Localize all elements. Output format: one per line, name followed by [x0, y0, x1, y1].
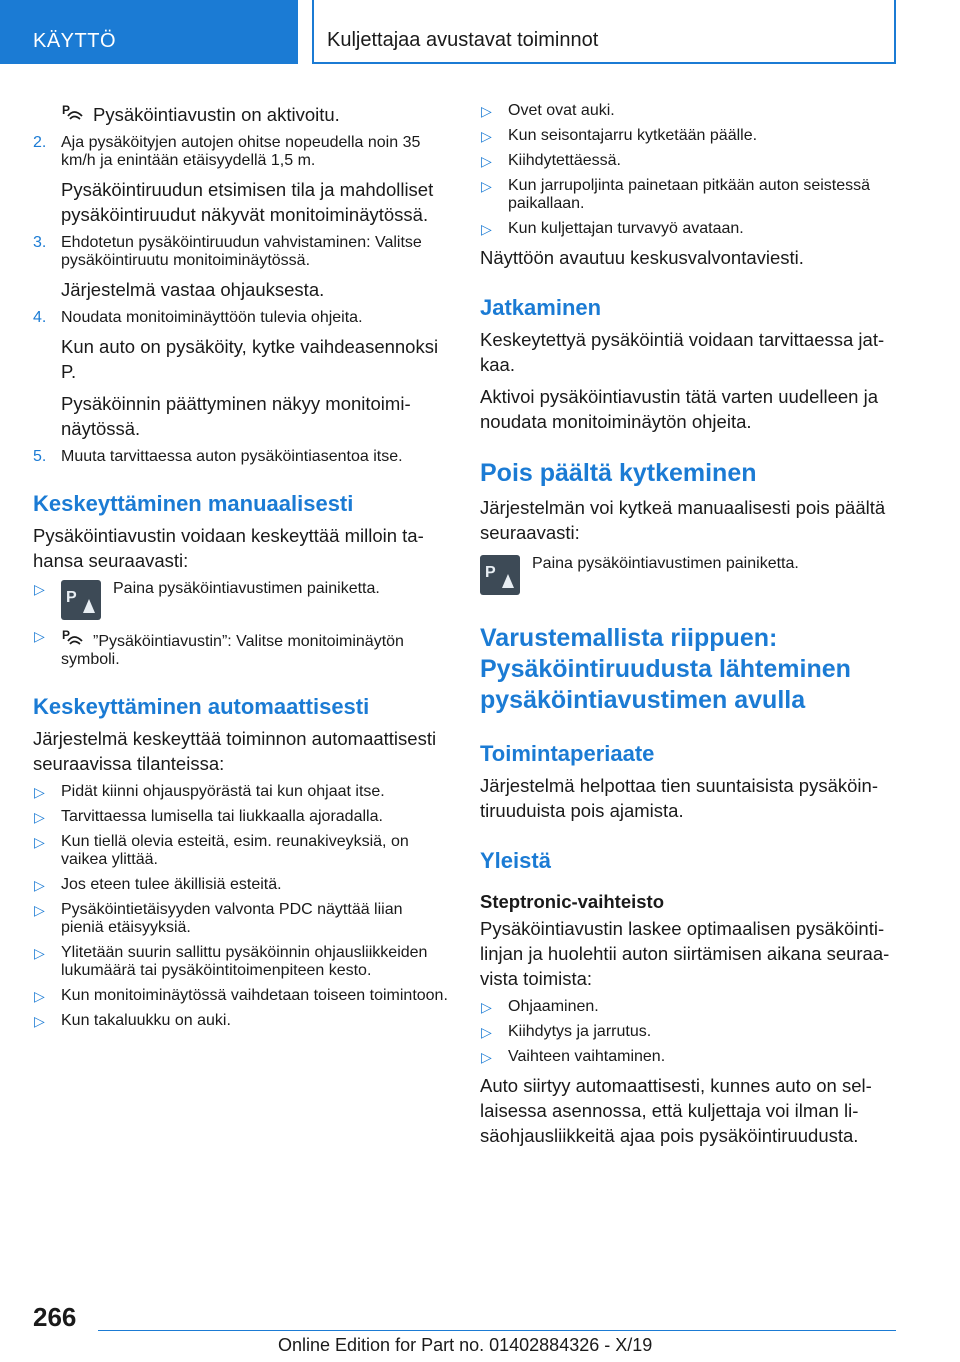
- status-line: [33, 102, 448, 127]
- list-item: [33, 1012, 448, 1030]
- list-item: [33, 876, 448, 894]
- step-detail: Pysäköinnin päättyminen näkyy monitoiminäytössä.: [61, 393, 411, 439]
- parking-assistant-symbol-icon: [61, 102, 85, 124]
- auto-intro: Järjestelmä keskeyttää toiminnon automaattisesti seuraavissa tilanteissa:: [33, 728, 437, 774]
- manual-button-text: Paina pysäköintiavustimen painiketta.: [113, 580, 380, 597]
- continue-p2: Aktivoi pysäköintiavustin tätä varten uudelleen ja noudata monitoiminäytön ohjeita.: [480, 386, 878, 432]
- step-detail: Kun auto on pysäköity, kytke vaihdeasennoksi P.: [61, 336, 439, 382]
- step-item: [33, 134, 448, 170]
- step-item: [33, 448, 448, 466]
- triangle-right-icon: ▷: [34, 834, 45, 850]
- triangle-right-icon: ▷: [34, 581, 45, 597]
- list-item-text: Kun jarrupoljinta painetaan pitkään auton seistessä paikallaan.: [508, 177, 871, 212]
- svg-text:P: P: [62, 103, 71, 117]
- list-item-text: Ylitetään suurin sallittu pysäköinnin ohjausliikkeiden lukumäärä tai pysäköintitoimenpiteen kesto.: [61, 944, 428, 979]
- continue-p1: Keskeytettyä pysäköintiä voidaan tarvittaessa jatkaa.: [480, 329, 885, 375]
- triangle-right-icon: ▷: [34, 809, 45, 825]
- list-item: [480, 1023, 900, 1041]
- general-heading: Yleistä: [480, 848, 551, 873]
- list-item: [33, 833, 448, 869]
- step-text: Muuta tarvittaessa auton pysäköintiasentoa itse.: [61, 448, 403, 465]
- list-item: [480, 220, 900, 238]
- list-item-text: Kiihdytettäessä.: [508, 152, 621, 169]
- off-intro: Järjestelmän voi kytkeä manuaalisesti pois päältä seuraavasti:: [480, 497, 886, 543]
- parking-assistant-symbol-icon: [61, 627, 85, 649]
- list-item-text: Kun seisontajarru kytketään päälle.: [508, 127, 758, 144]
- triangle-right-icon: ▷: [34, 988, 45, 1004]
- triangle-right-icon: ▷: [481, 221, 492, 237]
- list-item-text: Pidät kiinni ohjauspyörästä tai kun ohjaat itse.: [61, 783, 385, 800]
- auto-heading: Keskeyttäminen automaattisesti: [33, 694, 370, 719]
- list-item: [33, 783, 448, 801]
- list-item-text: Kun tiellä olevia esteitä, esim. reunakiveyksiä, on vaikea ylittää.: [61, 833, 409, 868]
- steptronic-intro: Pysäköintiavustin laskee optimaalisen pysäköintilinjan ja huolehtii auton siirtämisen aikana seuraavista toimista:: [480, 918, 890, 989]
- list-item: [480, 177, 900, 213]
- step-list: [33, 134, 448, 466]
- triangle-right-icon: ▷: [34, 784, 45, 800]
- triangle-right-icon: ▷: [481, 1024, 492, 1040]
- page-number: 266: [33, 1302, 77, 1332]
- step-number: 5.: [33, 448, 47, 465]
- header-section-tab: KÄYTTÖ: [0, 0, 298, 64]
- triangle-right-icon: ▷: [34, 1013, 45, 1029]
- list-item-text: Ohjaaminen.: [508, 998, 599, 1015]
- list-item-text: Kun takaluukku on auki.: [61, 1012, 231, 1029]
- step-number: 4.: [33, 309, 47, 326]
- exit-outro: Auto siirtyy automaattisesti, kunnes auto on sellaisessa asennossa, että kuljettaja voi ilman lisäohjausliikkeitä ajaa pois pysäköintiruudusta.: [480, 1075, 872, 1146]
- list-item-text: Kun monitoiminäytössä vaihdetaan toiseen toimintoon.: [61, 987, 448, 1004]
- top-list: [480, 102, 900, 238]
- list-item: [33, 580, 448, 620]
- step-item: [33, 309, 448, 327]
- list-item: [33, 901, 448, 937]
- list-item: [33, 627, 448, 669]
- triangle-right-icon: ▷: [481, 999, 492, 1015]
- list-item: [480, 1048, 900, 1066]
- left-column: [33, 102, 448, 1037]
- manual-symbol-text: ”Pysäköintiavustin”: Valitse monitoiminäytön symboli.: [61, 633, 404, 668]
- triangle-right-icon: ▷: [34, 902, 45, 918]
- off-button-text: Paina pysäköintiavustimen painiketta.: [532, 555, 799, 572]
- manual-intro: Pysäköintiavustin voidaan keskeyttää milloin tahansa seuraavasti:: [33, 525, 424, 571]
- off-heading: Pois päältä kytkeminen: [480, 459, 757, 487]
- list-item-text: Pysäköintietäisyyden valvonta PDC näyttää liian pieniä etäisyyksiä.: [61, 901, 403, 936]
- step-number: 3.: [33, 234, 47, 251]
- continue-heading: Jatkaminen: [480, 295, 602, 320]
- steptronic-heading: Steptronic-vaihteisto: [480, 891, 664, 912]
- triangle-right-icon: ▷: [481, 1049, 492, 1065]
- triangle-right-icon: ▷: [34, 877, 45, 893]
- triangle-right-icon: ▷: [481, 178, 492, 194]
- principle-text: Järjestelmä helpottaa tien suuntaisista pysäköintiruuduista pois ajamista.: [480, 775, 878, 821]
- off-button-row: [480, 555, 900, 595]
- footer-edition: Online Edition for Part no. 01402884326 - X/19: [278, 1335, 653, 1355]
- step-text: Noudata monitoiminäyttöön tulevia ohjeita.: [61, 309, 363, 326]
- exit-heading: Varustemallista riippuen: Pysäköintiruudusta lähteminen pysäköintiavustimen avulla: [480, 624, 851, 714]
- step-item: [33, 234, 448, 270]
- list-item: [33, 944, 448, 980]
- auto-list: [33, 783, 448, 1030]
- triangle-right-icon: ▷: [481, 128, 492, 144]
- step-number: 2.: [33, 134, 47, 151]
- triangle-right-icon: ▷: [481, 103, 492, 119]
- list-item: [480, 102, 900, 120]
- list-item-text: Jos eteen tulee äkillisiä esteitä.: [61, 876, 282, 893]
- list-item-text: Ovet ovat auki.: [508, 102, 615, 119]
- right-column: [480, 102, 900, 1155]
- step-detail: Pysäköintiruudun etsimisen tila ja mahdolliset pysäköintiruudut näkyvät monitoiminäytössä.: [61, 179, 434, 225]
- list-item: [33, 808, 448, 826]
- list-item-text: Kun kuljettajan turvavyö avataan.: [508, 220, 744, 237]
- triangle-right-icon: ▷: [34, 945, 45, 961]
- top-after: Näyttöön avautuu keskusvalvontaviesti.: [480, 247, 804, 268]
- principle-heading: Toimintaperiaate: [480, 741, 655, 766]
- list-item: [480, 127, 900, 145]
- exit-list: [480, 998, 900, 1066]
- footer-divider: [98, 1330, 896, 1331]
- list-item-text: Tarvittaessa lumisella tai liukkaalla ajoradalla.: [61, 808, 383, 825]
- list-item: [480, 998, 900, 1016]
- list-item-text: Vaihteen vaihtaminen.: [508, 1048, 666, 1065]
- parking-assistant-button-icon: P: [61, 580, 101, 620]
- header-chapter-title: Kuljettajaa avustavat toiminnot: [312, 0, 896, 64]
- triangle-right-icon: ▷: [34, 628, 45, 644]
- list-item: [33, 987, 448, 1005]
- parking-assistant-button-icon: P: [480, 555, 520, 595]
- list-item: [480, 152, 900, 170]
- step-text: Aja pysäköityjen autojen ohitse nopeudella noin 35 km/h ja enintään etäisyydellä 1,5 m.: [61, 134, 421, 169]
- step-text: Ehdotetun pysäköintiruudun vahvistaminen: Valitse pysäköintiruutu monitoiminäytössä.: [61, 234, 422, 269]
- svg-text:P: P: [62, 628, 71, 642]
- status-text: Pysäköintiavustin on aktivoitu.: [93, 104, 340, 125]
- list-item-text: Kiihdytys ja jarrutus.: [508, 1023, 652, 1040]
- step-detail: Järjestelmä vastaa ohjauksesta.: [61, 279, 325, 300]
- manual-heading: Keskeyttäminen manuaalisesti: [33, 491, 354, 516]
- triangle-right-icon: ▷: [481, 153, 492, 169]
